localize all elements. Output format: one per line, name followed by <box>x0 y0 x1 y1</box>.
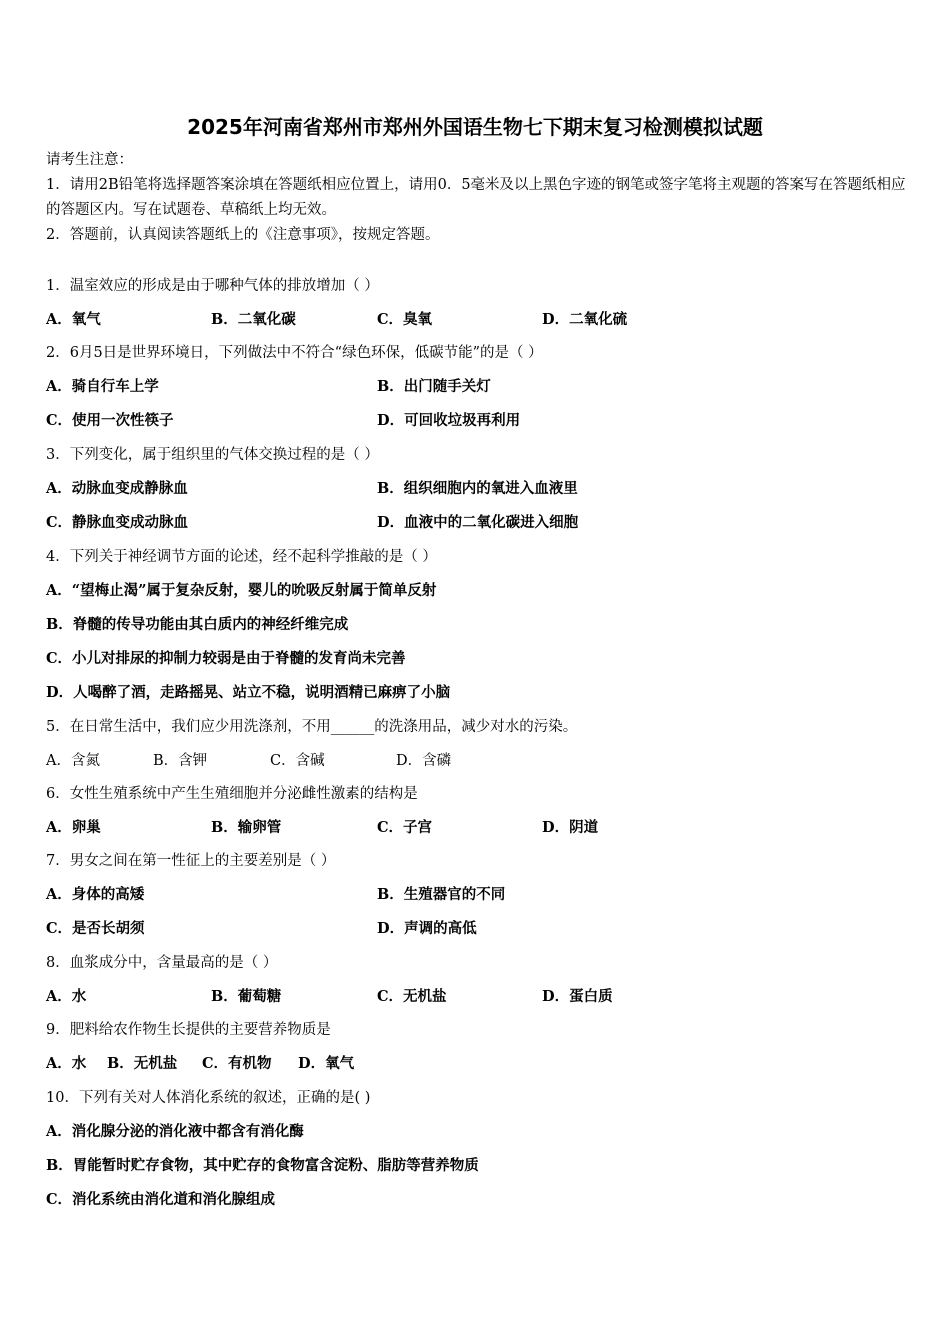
question-3-options-row1 <box>46 479 906 499</box>
option-a: A．含氮 <box>46 753 100 769</box>
question-7-stem: 7．男女之间在第一性征上的主要差别是（ ） <box>46 853 336 869</box>
option-c: C．子宫 <box>377 819 433 836</box>
question-4-option-c: C．小儿对排尿的抑制力较弱是由于脊髓的发育尚未完善 <box>46 650 406 667</box>
option-c: C．含碱 <box>270 753 325 769</box>
option-b: B．二氧化碳 <box>211 311 296 328</box>
option-b: B．组织细胞内的氧进入血液里 <box>377 480 578 497</box>
question-6-stem: 6．女性生殖系统中产生生殖细胞并分泌雌性激素的结构是 <box>46 786 418 802</box>
question-4-option-a: A．“望梅止渴”属于复杂反射，婴儿的吮吸反射属于简单反射 <box>46 582 437 599</box>
notice-heading: 请考生注意： <box>46 152 133 168</box>
option-d: D．阴道 <box>542 819 599 836</box>
question-9-stem: 9．肥料给农作物生长提供的主要营养物质是 <box>46 1022 331 1038</box>
question-1-options <box>46 310 906 330</box>
option-d: D．血液中的二氧化碳进入细胞 <box>377 514 579 531</box>
option-a: A．身体的高矮 <box>46 886 145 903</box>
option-d: D．氧气 <box>298 1055 355 1072</box>
option-d: D．蛋白质 <box>542 988 613 1005</box>
option-b: B．葡萄糖 <box>211 988 282 1005</box>
option-a: A．卵巢 <box>46 819 101 836</box>
question-4-stem: 4．下列关于神经调节方面的论述，经不起科学推敲的是（ ） <box>46 549 437 565</box>
option-b: B．含钾 <box>153 753 208 769</box>
question-10-stem: 10．下列有关对人体消化系统的叙述，正确的是( ) <box>46 1090 371 1106</box>
question-3-options-row2 <box>46 513 906 533</box>
question-9-options <box>46 1054 906 1074</box>
option-c: C．有机物 <box>202 1055 272 1072</box>
notice-item-1: 1．请用2B铅笔将选择题答案涂填在答题纸相应位置上，请用0．5毫米及以上黑色字迹的钢笔或签字笔将主观题的答案写在答题纸相应的答题区内。写在试题卷、草稿纸上均无效。 <box>46 177 906 218</box>
option-b: B．出门随手关灯 <box>377 378 491 395</box>
question-10-option-a: A．消化腺分泌的消化液中都含有消化酶 <box>46 1123 304 1140</box>
question-2-options-row2 <box>46 411 906 431</box>
question-4-option-d: D．人喝醉了酒，走路摇晃、站立不稳，说明酒精已麻痹了小脑 <box>46 684 451 701</box>
notice-item-2: 2．答题前，认真阅读答题纸上的《注意事项》，按规定答题。 <box>46 227 440 243</box>
question-3-stem: 3．下列变化，属于组织里的气体交换过程的是（ ） <box>46 447 379 463</box>
option-c: C．静脉血变成动脉血 <box>46 514 189 531</box>
question-10-option-b: B．胃能暂时贮存食物，其中贮存的食物富含淀粉、脂肪等营养物质 <box>46 1157 479 1174</box>
question-5-options <box>46 751 906 771</box>
question-4-option-b: B．脊髓的传导功能由其白质内的神经纤维完成 <box>46 616 349 633</box>
question-7-options-row1 <box>46 885 906 905</box>
question-2-stem: 2．6月5日是世界环境日，下列做法中不符合“绿色环保，低碳节能”的是（ ） <box>46 345 543 361</box>
question-8-stem: 8．血浆成分中，含量最高的是（ ） <box>46 955 278 971</box>
question-2-options-row1 <box>46 377 906 397</box>
option-a: A．水 <box>46 1055 87 1072</box>
option-d: D．声调的高低 <box>377 920 477 937</box>
option-d: D．可回收垃圾再利用 <box>377 412 521 429</box>
option-a: A．动脉血变成静脉血 <box>46 480 188 497</box>
question-1-stem: 1．温室效应的形成是由于哪种气体的排放增加（ ） <box>46 278 379 294</box>
option-c: C．使用一次性筷子 <box>46 412 174 429</box>
option-c: C．无机盐 <box>377 988 447 1005</box>
option-d: D．二氧化硫 <box>542 311 628 328</box>
option-b: B．输卵管 <box>211 819 282 836</box>
question-5-stem: 5．在日常生活中，我们应少用洗涤剂，不用______的洗涤用品，减少对水的污染。 <box>46 719 578 735</box>
page-title: 2025年河南省郑州市郑州外国语生物七下期末复习检测模拟试题 <box>187 115 763 139</box>
notice-section <box>46 148 908 248</box>
option-d: D．含磷 <box>396 753 452 769</box>
question-6-options <box>46 818 906 838</box>
question-8-options <box>46 987 906 1007</box>
option-c: C．臭氧 <box>377 311 433 328</box>
option-a: A．氧气 <box>46 311 101 328</box>
option-b: B．生殖器官的不同 <box>377 886 506 903</box>
option-a: A．水 <box>46 988 87 1005</box>
option-c: C．是否长胡须 <box>46 920 145 937</box>
question-10-option-c: C．消化系统由消化道和消化腺组成 <box>46 1191 276 1208</box>
option-a: A．骑自行车上学 <box>46 378 159 395</box>
option-b: B．无机盐 <box>107 1055 178 1072</box>
question-7-options-row2 <box>46 919 906 939</box>
